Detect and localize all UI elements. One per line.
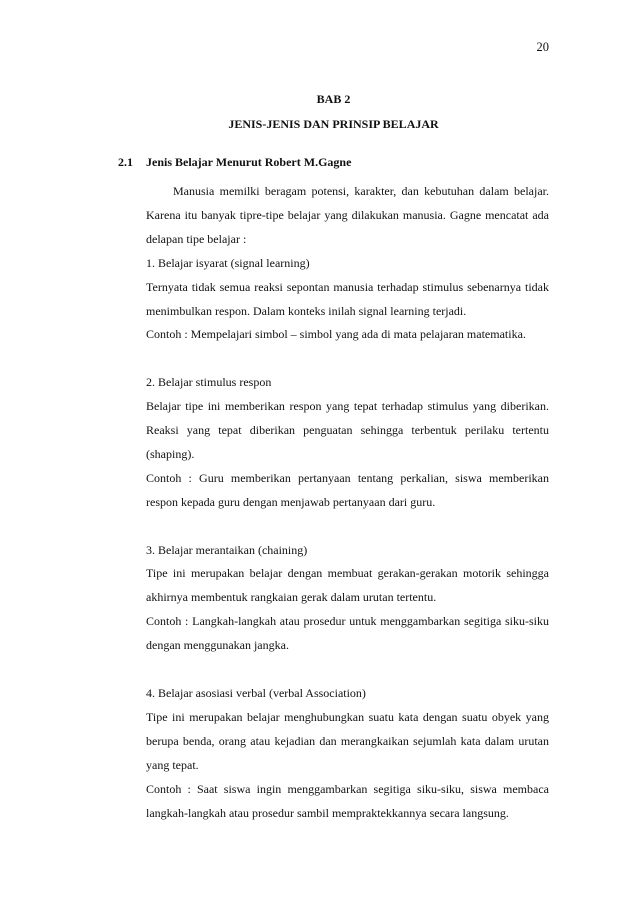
item-example: Contoh : Mempelajari simbol – simbol yang ada di mata pelajaran matematika. (146, 327, 526, 342)
item-example: Contoh : Saat siswa ingin menggambarkan segitiga siku-siku, siswa membaca langkah-langkah atau prosedur sambil mempraktekkannya secara langsung. (146, 781, 549, 820)
intro-paragraph: Manusia memilki beragam potensi, karakter, dan kebutuhan dalam belajar. Karena itu banyak tipre-tipe belajar yang dilakukan manusia. Gagne mencatat ada delapan tipe belajar : (146, 184, 549, 246)
section-number: 2.1 (118, 155, 133, 169)
item-title: 3. Belajar merantaikan (chaining) (146, 542, 308, 557)
item-description: Tipe ini merupakan belajar dengan membuat gerakan-gerakan motorik sehingga akhirnya membentuk rangkaian gerak dalam urutan tertentu. (146, 566, 549, 605)
list-item (146, 371, 549, 514)
spacer (146, 347, 549, 371)
item-title: 4. Belajar asosiasi verbal (verbal Association) (146, 685, 366, 700)
item-example: Contoh : Langkah-langkah atau prosedur untuk menggambarkan segitiga siku-siku dengan menggunakan jangka. (146, 614, 549, 653)
chapter-title: JENIS-JENIS DAN PRINSIP BELAJAR (228, 117, 439, 131)
item-title: 1. Belajar isyarat (signal learning) (146, 255, 310, 270)
item-description: Belajar tipe ini memberikan respon yang tepat terhadap stimulus yang diberikan. Reaksi yang tepat diberikan penguatan sehingga terbentuk perilaku tertentu (shaping). (146, 399, 549, 461)
item-description: Ternyata tidak semua reaksi sepontan manusia terhadap stimulus sebenarnya tidak menimbulkan respon. Dalam konteks inilah signal learning terjadi. (146, 279, 549, 318)
list-item (146, 252, 549, 348)
item-example: Contoh : Guru memberikan pertanyaan tentang perkalian, siswa memberikan respon kepada guru dengan menjawab pertanyaan dari guru. (146, 470, 549, 509)
chapter-label: BAB 2 (316, 92, 351, 106)
section-title: Jenis Belajar Menurut Robert M.Gagne (146, 155, 352, 169)
spacer (146, 515, 549, 539)
page-number: 20 (536, 40, 549, 54)
item-title: 2. Belajar stimulus respon (146, 375, 272, 390)
section-heading (118, 154, 351, 170)
item-description: Tipe ini merupakan belajar menghubungkan suatu kata dengan suatu obyek yang berupa benda, orang atau kejadian dan merangkaikan sejumlah kata dalam urutan yang tepat. (146, 709, 549, 772)
list-item (146, 539, 549, 659)
section-body (146, 180, 549, 825)
list-item (146, 682, 549, 825)
spacer (146, 658, 549, 682)
chapter-heading (118, 91, 549, 132)
